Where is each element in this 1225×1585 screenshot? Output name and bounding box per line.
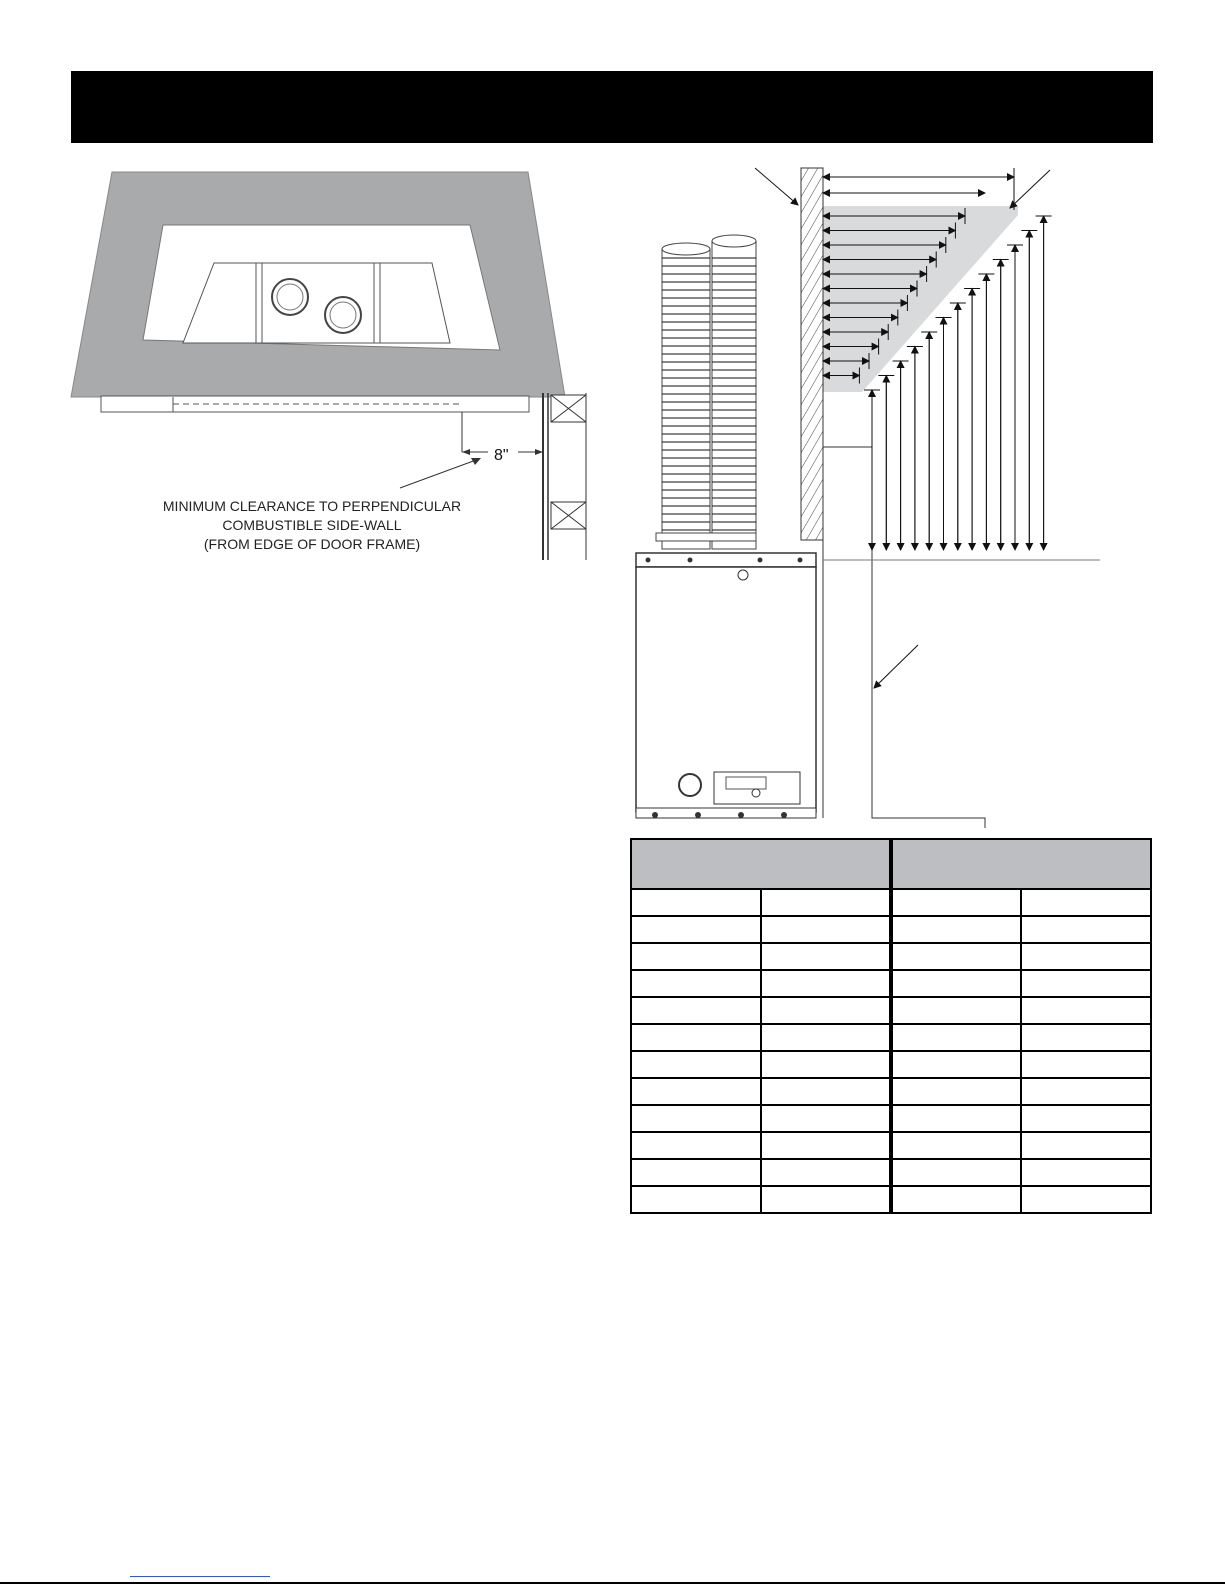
table-row bbox=[631, 1078, 1151, 1105]
table-header-left bbox=[631, 839, 891, 889]
table-row bbox=[631, 943, 1151, 970]
vent-pipes bbox=[656, 235, 756, 549]
table-cell bbox=[761, 943, 891, 970]
table-cell bbox=[761, 1105, 891, 1132]
caption-line-3: (FROM EDGE OF DOOR FRAME) bbox=[203, 536, 421, 552]
table-cell bbox=[631, 916, 761, 943]
table-cell bbox=[761, 1186, 891, 1213]
table-cell bbox=[1021, 1132, 1151, 1159]
table-cell bbox=[891, 1024, 1021, 1051]
table-cell bbox=[891, 1186, 1021, 1213]
footer-rule bbox=[0, 1582, 1225, 1584]
table-row bbox=[631, 1105, 1151, 1132]
table-cell bbox=[631, 1024, 761, 1051]
table-cell bbox=[761, 997, 891, 1024]
table-header-row bbox=[631, 839, 1151, 889]
table-cell bbox=[631, 1051, 761, 1078]
table-header-right bbox=[891, 839, 1151, 889]
table-cell bbox=[761, 1159, 891, 1186]
table-cell bbox=[761, 1132, 891, 1159]
table-cell bbox=[891, 1051, 1021, 1078]
table-cell bbox=[891, 970, 1021, 997]
table-cell bbox=[1021, 997, 1151, 1024]
table-cell bbox=[1021, 970, 1151, 997]
table-row bbox=[631, 1159, 1151, 1186]
table-cell bbox=[891, 1105, 1021, 1132]
table-row bbox=[631, 1186, 1151, 1213]
table-cell bbox=[1021, 1078, 1151, 1105]
table-row bbox=[631, 889, 1151, 916]
fireplace-unit-side bbox=[636, 553, 816, 818]
table-row bbox=[631, 1024, 1151, 1051]
table-cell bbox=[1021, 1105, 1151, 1132]
table-cell bbox=[631, 997, 761, 1024]
clearance-table bbox=[630, 838, 1152, 1214]
table-cell bbox=[761, 1078, 891, 1105]
table-cell bbox=[1021, 916, 1151, 943]
table-row bbox=[631, 1132, 1151, 1159]
table-cell bbox=[891, 1159, 1021, 1186]
table-cell bbox=[761, 1051, 891, 1078]
table-cell bbox=[761, 916, 891, 943]
table-cell bbox=[1021, 1024, 1151, 1051]
table-cell bbox=[761, 970, 891, 997]
mantel-zone bbox=[823, 206, 1018, 392]
table-cell bbox=[891, 1078, 1021, 1105]
table-row bbox=[631, 916, 1151, 943]
table-cell bbox=[891, 997, 1021, 1024]
table-cell bbox=[891, 916, 1021, 943]
table-cell bbox=[1021, 1051, 1151, 1078]
table-row bbox=[631, 1051, 1151, 1078]
caption-line-1: MINIMUM CLEARANCE TO PERPENDICULAR bbox=[162, 498, 462, 514]
table-row bbox=[631, 970, 1151, 997]
table-cell bbox=[631, 943, 761, 970]
table-cell bbox=[631, 1186, 761, 1213]
footer-link[interactable] bbox=[130, 1576, 270, 1577]
table-cell bbox=[631, 1078, 761, 1105]
table-cell bbox=[891, 889, 1021, 916]
table-cell bbox=[761, 889, 891, 916]
table-cell bbox=[1021, 943, 1151, 970]
table-cell bbox=[891, 943, 1021, 970]
combustible-wall bbox=[801, 168, 823, 540]
table-cell bbox=[631, 970, 761, 997]
table-cell bbox=[1021, 1186, 1151, 1213]
table-cell bbox=[1021, 889, 1151, 916]
table-cell bbox=[631, 1132, 761, 1159]
table-row bbox=[631, 997, 1151, 1024]
table-cell bbox=[1021, 1159, 1151, 1186]
table-cell bbox=[891, 1132, 1021, 1159]
caption-line-2: COMBUSTIBLE SIDE-WALL bbox=[222, 517, 402, 533]
table-cell bbox=[631, 889, 761, 916]
table-cell bbox=[631, 1105, 761, 1132]
clearance-dimension: 8" bbox=[494, 447, 509, 464]
table-cell bbox=[631, 1159, 761, 1186]
table-cell bbox=[761, 1024, 891, 1051]
